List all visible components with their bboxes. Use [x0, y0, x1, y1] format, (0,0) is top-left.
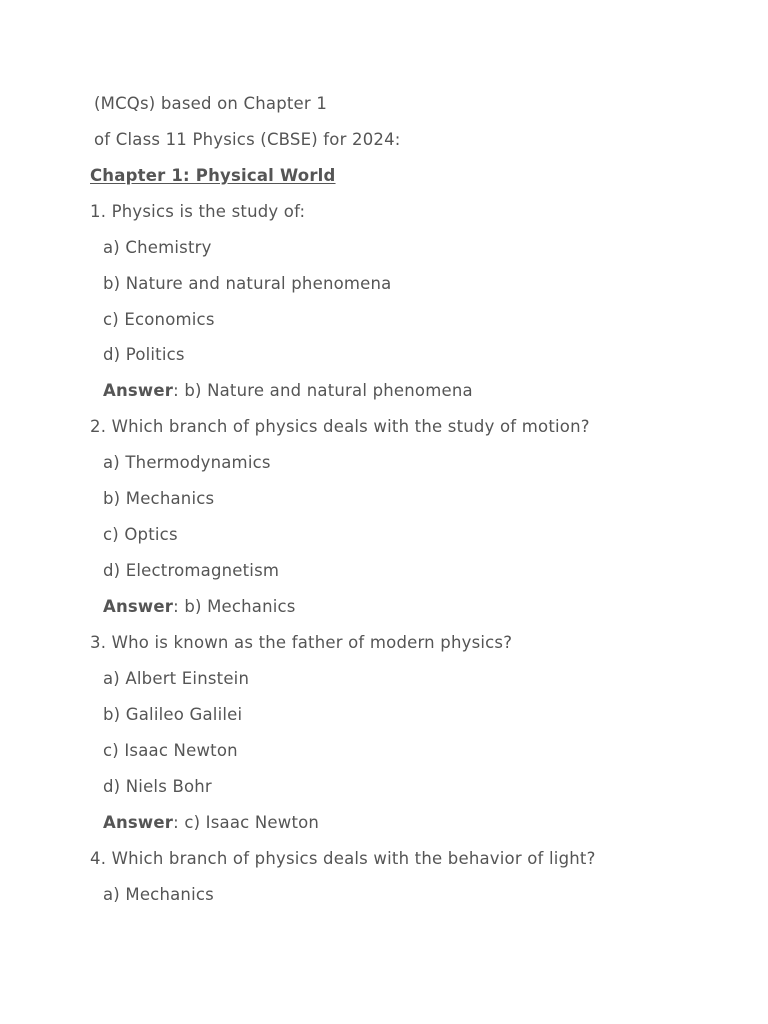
option-item: a) Mechanics [103, 885, 214, 904]
question-text: 4. Which branch of physics deals with the behavior of light? [90, 849, 596, 868]
option-item: d) Politics [103, 345, 185, 364]
question-text: 1. Physics is the study of: [90, 202, 306, 221]
option-item: b) Mechanics [103, 489, 215, 508]
question-text: 2. Which branch of physics deals with the study of motion? [90, 417, 590, 436]
answer-line [103, 813, 319, 833]
intro-line-1: (MCQs) based on Chapter 1 [94, 94, 328, 113]
question-text: 3. Who is known as the father of modern physics? [90, 633, 513, 652]
option-item: c) Isaac Newton [103, 741, 238, 760]
option-item: c) Economics [103, 310, 215, 329]
option-item: c) Optics [103, 525, 178, 544]
answer-line [103, 381, 473, 401]
option-item: d) Electromagnetism [103, 561, 280, 580]
option-item: a) Chemistry [103, 238, 212, 257]
answer-text: : c) Isaac Newton [173, 813, 320, 832]
answer-text: : b) Nature and natural phenomena [173, 381, 473, 400]
intro-line-2: of Class 11 Physics (CBSE) for 2024: [94, 130, 401, 149]
option-item: a) Albert Einstein [103, 669, 250, 688]
option-item: d) Niels Bohr [103, 777, 212, 796]
answer-text: : b) Mechanics [173, 597, 296, 616]
answer-label: Answer [103, 597, 174, 616]
option-item: b) Galileo Galilei [103, 705, 243, 724]
answer-label: Answer [103, 381, 174, 400]
answer-label: Answer [103, 813, 174, 832]
option-item: a) Thermodynamics [103, 453, 271, 472]
chapter-heading: Chapter 1: Physical World [90, 166, 336, 185]
option-item: b) Nature and natural phenomena [103, 274, 392, 293]
answer-line [103, 597, 296, 617]
